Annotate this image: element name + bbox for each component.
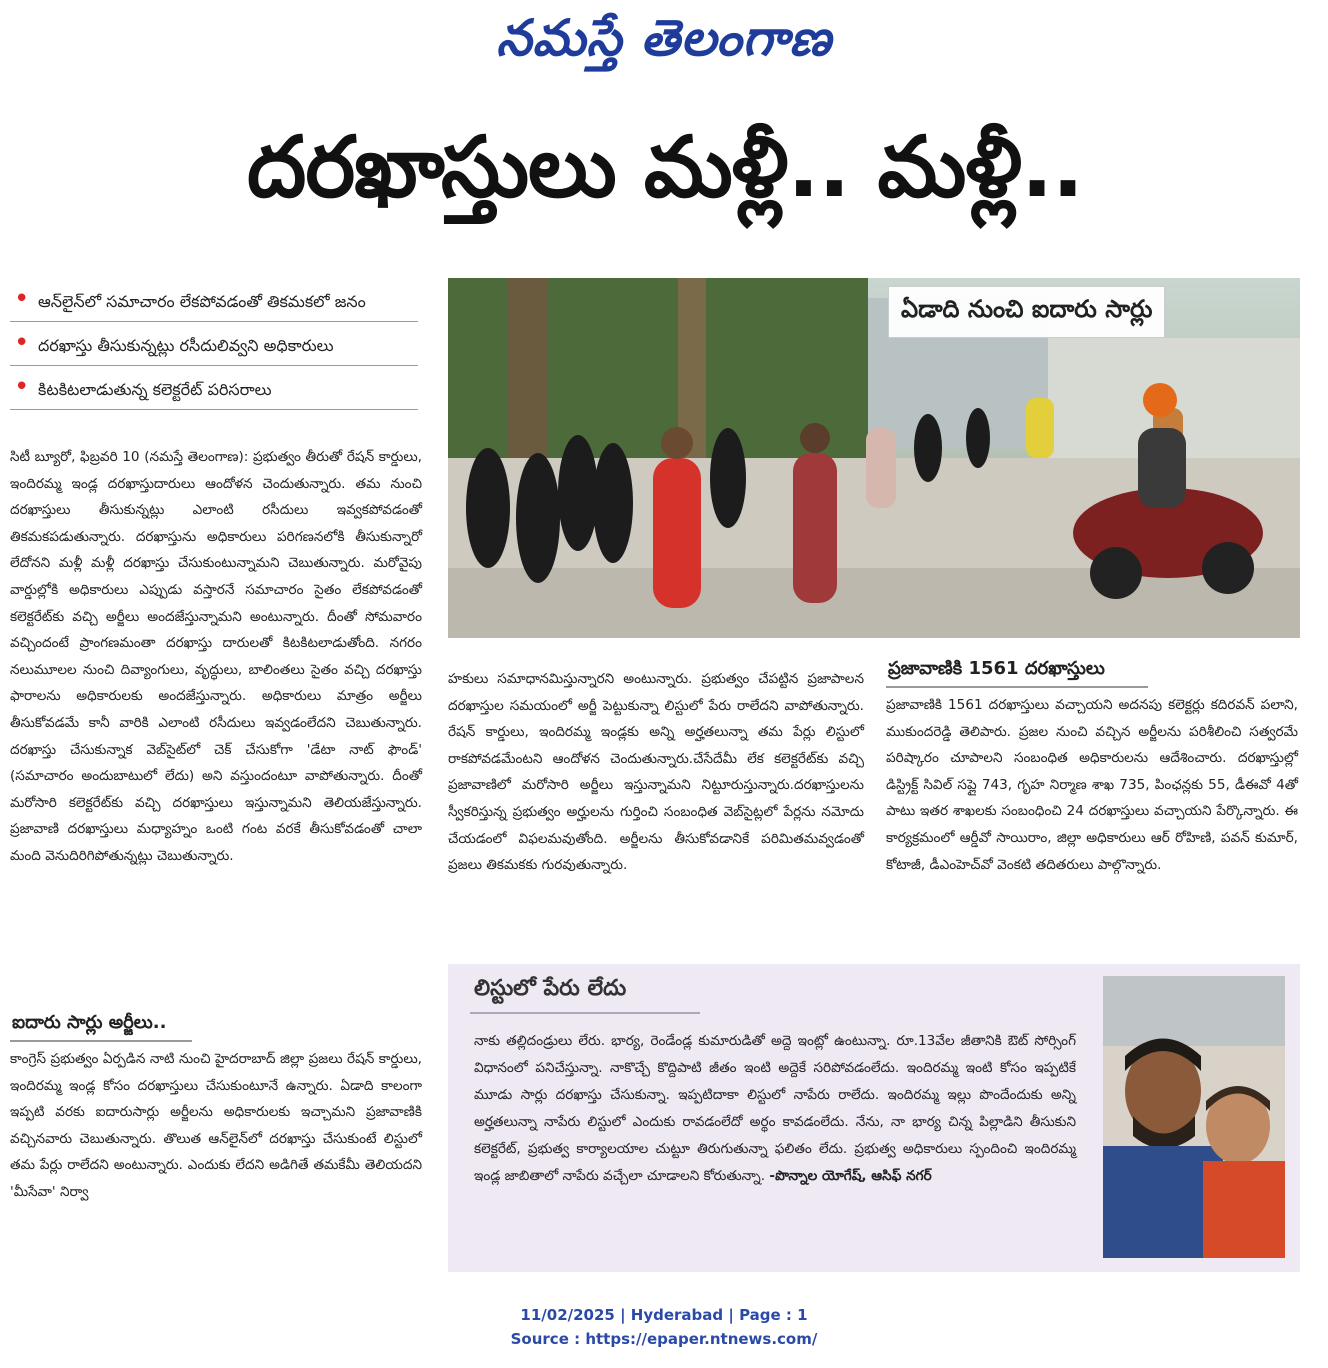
article-column-1-continued: కాంగ్రెస్ ప్రభుత్వం ఏర్పడిన నాటి నుంచి హైదరాబాద్ జిల్లా ప్రజలు రేషన్ కార్డులు, ఇందిరమ్మ ఇండ్ల కోసం దరఖాస్తులు చేసుకుంటూనే ఉన్నారు. ఏడాది కాలంగా ఇప్పటి వరకు ఐదారుసార్లు అర్జీలను అధికారులకు ఇచ్చామని ప్రజావాణికి వచ్చినవారు చెబుతున్నారు. తొలుత ఆన్‌లైన్‌లో దరఖాస్తు చేసుకుంటే లిస్టులో తమ పేర్లు రాలేదని అంటున్నారు. ఎందుకు లేదని అడిగితే తమకేమీ తెలియదని 'మీసేవా' నిర్వా bbox=[10, 1051, 422, 1200]
subheading-prajavani: ప్రజావాణికి 1561 దరఖాస్తులు bbox=[888, 658, 1105, 679]
headline: దరఖాస్తులు మళ్లీ.. మళ్లీ.. bbox=[247, 118, 1083, 216]
news-photo-queue bbox=[448, 278, 1300, 638]
highlight-item: • కిటకిటలాడుతున్న కలెక్టరేట్ పరిసరాలు bbox=[10, 372, 418, 410]
sidebar-box-text bbox=[474, 1028, 1076, 1190]
subheading-repeat-applications: ఐదారు సార్లు అర్జీలు.. bbox=[12, 1012, 167, 1033]
sidebar-box-title: లిస్టులో పేరు లేదు bbox=[474, 976, 627, 1001]
article-column-3: ప్రజావాణికి 1561 దరఖాస్తులు వచ్చాయని అదనపు కలెక్టర్లు కదిరవన్ పలాని, ముకుందరెడ్డి తెలిపారు. ప్రజల నుంచి వచ్చిన అర్జీలను పరిశీలించి సత్వరమే పరిష్కారం చూపాలని సంబంధిత అధికారులను ఆదేశించారు. దరఖాస్తుల్లో డిస్ట్రిక్ట్ సివిల్ సప్లై 743, గృహ నిర్మాణ శాఖ 735, పింఛన్లకు 55, డీఈవో 4తో పాటు ఇతర శాఖలకు సంబంధించి 24 దరఖాస్తులు వచ్చాయని పేర్కొన్నారు. ఈ కార్యక్రమంలో ఆర్డీవో సాయిరాం, జిల్లా అధికారులు ఆర్ రోహిణి, పవన్ కుమార్, కోటాజీ, డీఎంహెచ్‌వో వెంకటి తదితరులు పాల్గొన్నారు. bbox=[886, 697, 1298, 873]
testimonial-credit: -పొన్నాల యోగేష్, ఆసిఫ్ నగర్ bbox=[769, 1168, 932, 1184]
testimonial-text: నాకు తల్లిదండ్రులు లేరు. భార్య, రెండేండ్ల కుమారుడితో అద్దె ఇంట్లో ఉంటున్నా. రూ.13వేల జీతానికి ఔట్ సోర్సింగ్ విధానంలో పనిచేస్తున్నా. నాకొచ్చే కొద్దిపాటి జీతం ఇంటి అద్దెకే సరిపోవడంలేదు. ఇందిరమ్మ ఇంటి కోసం ఇప్పటికే మూడు సార్లు దరఖాస్తు చేసుకున్నా. ఇప్పటిదాకా లిస్టులో నాపేరు రాలేదు. ఇందిరమ్మ ఇల్లు పొందేందుకు అన్ని అర్హతలున్నా నాపేరు లిస్టులో ఎందుకు రావడంలేదో అర్థం కావడంలేదు. నేను, నా భార్య చిన్న పిల్లాడిని తీసుకుని కలెక్టరేట్, ప్రభుత్వ కార్యాలయాల చుట్టూ తిరుగుతున్నా ఫలితం లేదు. ప్రభుత్వ అధికారులు స్పందించి ఇందిరమ్మ ఇండ్ల జాబితాలో నాపేరు వచ్చేలా చూడాలని కోరుతున్నా. bbox=[474, 1033, 1076, 1184]
divider bbox=[470, 1012, 700, 1014]
divider bbox=[886, 686, 1148, 688]
divider bbox=[10, 1040, 192, 1042]
crowd-photo-illustration bbox=[448, 278, 1300, 638]
man-and-child-photo-illustration bbox=[1103, 976, 1285, 1258]
highlight-item: • ఆన్‌లైన్‌లో సమాచారం లేకపోవడంతో తికమకలో జనం bbox=[10, 284, 418, 322]
portrait-photo bbox=[1103, 976, 1285, 1258]
photo-caption: ఏడాది నుంచి ఐదారు సార్లు bbox=[888, 286, 1165, 338]
footer-dateline: 11/02/2025 | Hyderabad | Page : 1 bbox=[520, 1306, 808, 1324]
highlights-list bbox=[10, 284, 422, 410]
footer-source: Source : https://epaper.ntnews.com/ bbox=[510, 1330, 818, 1348]
article-column-1: సిటీ బ్యూరో, ఫిబ్రవరి 10 (నమస్తే తెలంగాణ): ప్రభుత్వం తీరుతో రేషన్ కార్డులు, ఇందిరమ్మ ఇండ్ల దరఖాస్తుదారులు ఆందోళన చెందుతున్నారు. తమ నుంచి దరఖాస్తులు తీసుకున్నట్లు ఎలాంటి రసీదులు ఇవ్వకపోవడంతో తికమకపడుతున్నారు. దరఖాస్తును అధికారులు పరిగణనలోకి తీసుకున్నారో లేదోనని మళ్లీ మళ్లీ దరఖాస్తు చేసుకుంటున్నామని చెబుతున్నారు. మరోవైపు వార్డుల్లోకి అధికారులు ఎప్పుడు వస్తారనే సమాచారం సైతం లేకపోవడంతో కలెక్టరేట్‌కు వచ్చి అర్జీలు అందజేస్తున్నామని అంటున్నారు. దీంతో సోమవారం వచ్చిందంటే ప్రాంగణమంతా దరఖాస్తు దారులతో కిటకిటలాడుతోంది. నగరం నలుమూలల నుంచి దివ్యాంగులు, వృద్ధులు, బాలింతలు సైతం వచ్చి దరఖాస్తు ఫారాలను అధికారులకు అందజేస్తున్నారు. అధికారులు మాత్రం అర్జీలు తీసుకోవడమే కానీ వారికి ఎలాంటి రసీదులు ఇవ్వడంలేదని చెబుతున్నారు. దరఖాస్తు చేసుకున్నాక వెబ్‌సైట్‌లో చెక్ చేసుకోగా 'డేటా నాట్ ఫౌండ్' (సమాచారం అందుబాటులో లేదు) అని వస్తుందంటూ వాపోతున్నారు. దీంతో మరోసారి కలెక్టరేట్‌కు వచ్చి దరఖాస్తులు ఇస్తున్నామని తెలియజేస్తున్నారు. ప్రజావాణి దరఖాస్తులు మధ్యాహ్నం ఒంటి గంట వరకే తీసుకోవడంతో చాలా మంది వెనుదిరిగిపోతున్నట్లు చెబుతున్నారు. bbox=[10, 449, 422, 864]
masthead-logo: నమస్తే తెలంగాణ bbox=[496, 8, 832, 67]
article-column-2: హకులు సమాధానమిస్తున్నారని అంటున్నారు. ప్రభుత్వం చేపట్టిన ప్రజాపాలన దరఖాస్తుల సమయంలో అర్జీ పెట్టుకున్నా లిస్టులో పేరు రాలేదని వాపోతున్నారు. రేషన్ కార్డులు, ఇందిరమ్మ ఇండ్లకు అన్ని అర్హతలున్నా తమ పేర్లు లిస్టులో రాకపోవడమేంటని ఆందోళన చెందుతున్నారు.చేసేదేమీ లేక కలెక్టరేట్‌కు వచ్చి ప్రజావాణిలో మరోసారి అర్జీలు ఇస్తున్నామని నిట్టూరుస్తున్నారు.దరఖాస్తులను స్వీకరిస్తున్న ప్రభుత్వం అర్హులను గుర్తించి సంబంధిత వెబ్‌సైట్లలో పేర్లను నమోదు చేయడంలో విఫలమవుతోంది. అర్జీలను తీసుకోవడానికే పరిమితమవ్వడంతో ప్రజలు తికమకకు గురవుతున్నారు. bbox=[448, 671, 864, 874]
highlight-item: • దరఖాస్తు తీసుకున్నట్లు రసీదులివ్వని అధికారులు bbox=[10, 328, 418, 366]
